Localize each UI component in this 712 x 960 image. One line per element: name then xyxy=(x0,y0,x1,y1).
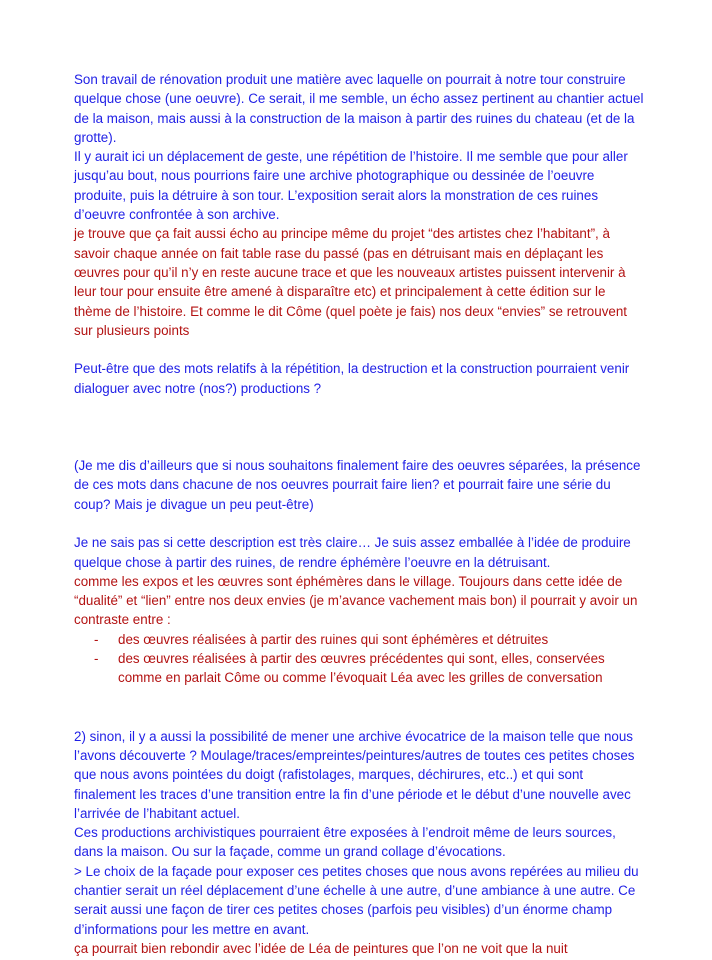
paragraph-contraste: comme les expos et les œuvres sont éphémères dans le village. Toujours dans cette idée de “dualité” et “lien” entre nos deux envies (je m’avance vachement mais bon) il pourrait y avoir un contraste entre : xyxy=(74,573,638,628)
list-item xyxy=(74,630,644,649)
spacer xyxy=(74,688,644,727)
document-page xyxy=(74,70,644,958)
list-dash: - xyxy=(94,631,99,647)
paragraph-archive-evocatrice: 2) sinon, il y a aussi la possibilité de mener une archive évocatrice de la maison telle que nous l’avons découverte ? Moulage/traces/empreintes/peintures/autres de toutes ces petites choses que nous avons pointées du doigt (rafistolages, marques, déchirures, etc..) et qui sont finalement les traces d’une transition entre la fin d’une période et le début d’une nouvelle avec l’arrivée de l’habitant actuel. xyxy=(74,728,635,821)
paragraph-oeuvres-separees: (Je me dis d’ailleurs que si nous souhaitons finalement faire des oeuvres séparées, la présence de ces mots dans chacune de nos oeuvres pourrait faire lien? et pourrait faire une série du coup? Mais je divague un peu peut-être) xyxy=(74,458,641,512)
paragraph-peintures-nuit: ça pourrait bien rebondir avec l’idée de Léa de peintures que l’on ne voit que la nuit xyxy=(74,940,568,956)
paragraph-productions-archivistiques: Ces productions archivistiques pourraient être exposées à l’endroit même de leurs sources, dans la maison. Ou sur la façade, comme un grand collage d’évocations. xyxy=(74,825,616,860)
paragraph-choix-facade: > Le choix de la façade pour exposer ces petites choses que nous avons repérées au milieu du chantier serait un réel déplacement d’une échelle à une autre, d’une ambiance à une autre. Ce serait aussi une façon de tirer ces petites choses (parfois peu visibles) d’un énorme champ d’informations pour les mettre en avant. xyxy=(74,863,639,937)
paragraph-renovation: Son travail de rénovation produit une matière avec laquelle on pourrait à notre tour construire quelque chose (une oeuvre). Ce serait, il me semble, un écho assez pertinent au chantier actuel de la maison, mais aussi à la construction de la maison à partir des ruines du chateau (et de la grotte). xyxy=(74,72,644,145)
spacer xyxy=(74,398,644,456)
contrast-list xyxy=(74,630,644,688)
paragraph-mots-relatifs: Peut-être que des mots relatifs à la répétition, la destruction et la construction pourraient venir dialoguer avec notre (nos?) productions ? xyxy=(74,361,630,396)
paragraph-echo-projet: je trouve que ça fait aussi écho au principe même du projet “des artistes chez l’habitant”, à savoir chaque année on fait table rase du passé (pas en détruisant mais en déplaçant les œuvres pour qu’il n’y en reste aucune trace et que les nouveaux artistes puissent intervenir à leur tour pour ensuite être amené à disparaître etc) et principalement à cette édition sur le thème de l’histoire. Et comme le dit Côme (quel poète je fais) nos deux “envies” se retrouvent sur plusieurs points xyxy=(74,226,627,338)
list-dash: - xyxy=(94,651,99,667)
spacer xyxy=(74,514,644,533)
paragraph-deplacement: Il y aurait ici un déplacement de geste, une répétition de l’histoire. Il me semble que pour aller jusqu’au bout, nous pourrions faire une archive photographique ou dessinée de l’oeuvre produite, puis la détruire à son tour. L’exposition serait alors la monstration de ces ruines d’oeuvre confrontée à son archive. xyxy=(74,149,628,223)
list-item xyxy=(74,649,644,688)
list-item-text: des œuvres réalisées à partir des œuvres précédentes qui sont, elles, conservées comme en parlait Côme ou comme l’évoquait Léa avec les grilles de conversation xyxy=(118,651,605,686)
spacer xyxy=(74,340,644,359)
paragraph-description: Je ne sais pas si cette description est très claire… Je suis assez emballée à l’idée de produire quelque chose à partir des ruines, de rendre éphémère l’oeuvre en la détruisant. xyxy=(74,535,631,570)
list-item-text: des œuvres réalisées à partir des ruines qui sont éphémères et détruites xyxy=(118,631,549,647)
